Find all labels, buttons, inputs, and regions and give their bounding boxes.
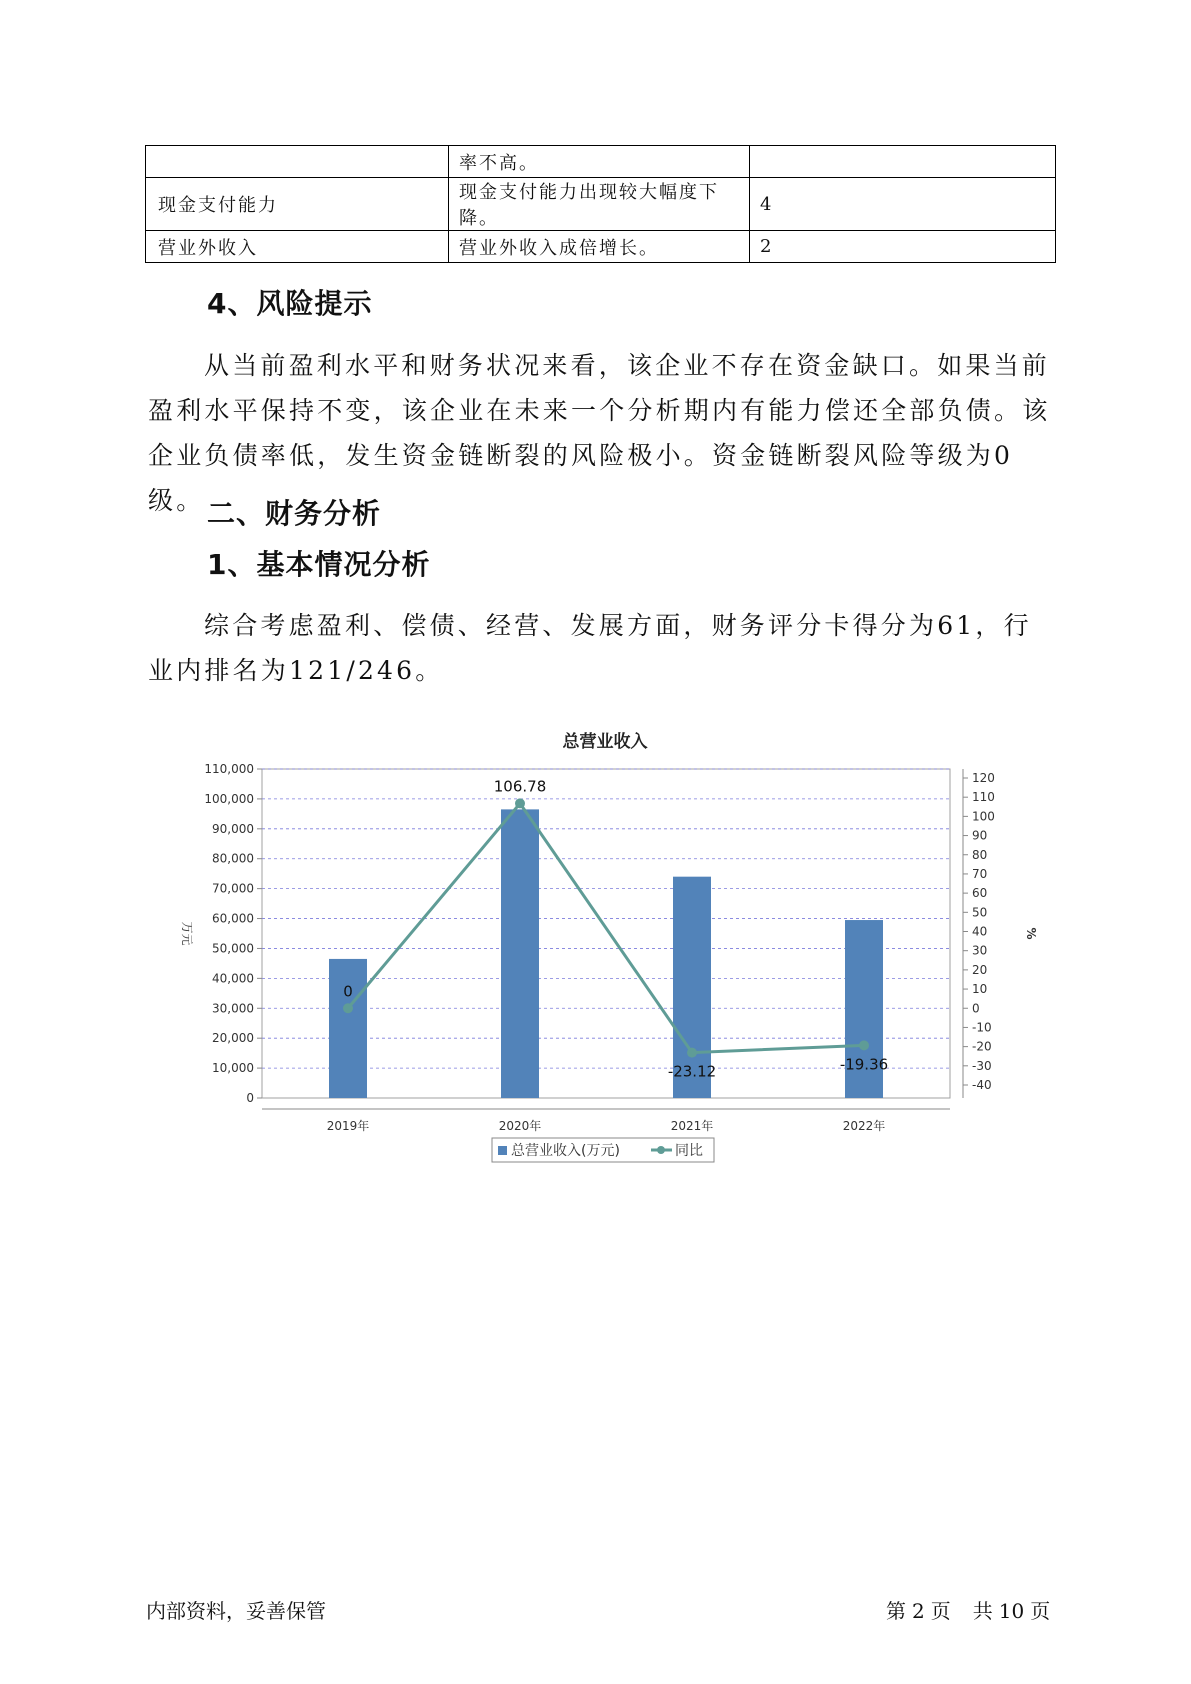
yoy-point — [859, 1040, 869, 1050]
yoy-line — [348, 803, 864, 1052]
y2-tick-label: 0 — [972, 1001, 980, 1016]
y-tick-label: 20,000 — [212, 1031, 254, 1046]
yoy-point — [515, 798, 525, 808]
y-tick-label: 90,000 — [212, 821, 254, 836]
data-label: -23.12 — [667, 1062, 717, 1081]
data-label: -19.36 — [839, 1055, 889, 1074]
footer-page-unit: 页 — [930, 1599, 951, 1623]
table-cell — [750, 146, 1056, 178]
footer-total-pages: 10 — [998, 1599, 1025, 1623]
revenue-chart — [175, 715, 1038, 1175]
table-cell: 现金支付能力 — [146, 178, 449, 231]
y2-tick-label: 30 — [972, 943, 988, 958]
table-cell: 率不高。 — [449, 146, 750, 178]
table-cell: 现金支付能力出现较大幅度下降。 — [449, 178, 750, 231]
y-tick-label: 50,000 — [212, 941, 254, 956]
footer-total-label: 共 — [972, 1599, 993, 1623]
y2-tick-label: -30 — [972, 1058, 992, 1073]
y2-tick-label: 70 — [972, 866, 988, 881]
bar — [329, 959, 367, 1098]
basic-heading: 1、基本情况分析 — [207, 548, 431, 581]
basic-paragraph: 综合考虑盈利、偿债、经营、发展方面，财务评分卡得分为61，行业内排名为121/246。 — [148, 611, 1032, 685]
y2-axis-title: % — [1024, 927, 1038, 940]
data-label: 106.78 — [493, 777, 547, 796]
footer-total-unit: 页 — [1030, 1599, 1051, 1623]
table-row — [146, 231, 1056, 263]
y-axis-title: 万元 — [180, 921, 194, 946]
legend-bar-label: 总营业收入(万元) — [511, 1143, 620, 1159]
y2-tick-label: -20 — [972, 1039, 992, 1054]
chart-title: 总营业收入 — [562, 732, 648, 752]
y-tick-label: 60,000 — [212, 911, 254, 926]
table-row — [146, 146, 1056, 178]
y-tick-label: 100,000 — [204, 791, 254, 806]
yoy-point — [687, 1048, 697, 1058]
finance-heading: 二、财务分析 — [207, 497, 382, 530]
footer-page-number: 2 — [912, 1599, 925, 1623]
table-row — [146, 178, 1056, 231]
y2-tick-label: 120 — [972, 771, 995, 785]
y2-tick-label: 60 — [972, 886, 988, 901]
yoy-point — [343, 1003, 353, 1013]
y2-tick-label: 100 — [972, 809, 995, 824]
bar — [501, 809, 539, 1098]
y2-tick-label: 110 — [972, 790, 995, 805]
footer-confidential: 内部资料，妥善保管 — [146, 1599, 326, 1623]
y-tick-label: 30,000 — [212, 1001, 254, 1016]
footer-page-info — [886, 1595, 1056, 1624]
y-tick-label: 110,000 — [204, 762, 254, 776]
table-cell: 2 — [750, 231, 1056, 263]
y2-tick-label: -10 — [972, 1020, 992, 1035]
table-cell: 营业外收入 — [146, 231, 449, 263]
footer-page-label: 第 — [886, 1599, 906, 1623]
y2-tick-label: 40 — [972, 924, 988, 939]
x-tick-label: 2020年 — [498, 1119, 542, 1133]
data-label: 0 — [343, 982, 353, 1001]
y2-tick-label: 20 — [972, 962, 988, 977]
y2-tick-label: 10 — [972, 982, 988, 997]
y2-tick-label: 50 — [972, 905, 988, 920]
y2-tick-label: 90 — [972, 828, 988, 843]
legend-line-label: 同比 — [675, 1143, 703, 1159]
legend-bar-swatch — [498, 1146, 507, 1155]
table-cell — [146, 146, 449, 178]
table-cell: 4 — [750, 178, 1056, 231]
y-tick-label: 10,000 — [212, 1061, 254, 1076]
x-tick-label: 2021年 — [670, 1119, 714, 1133]
x-tick-label: 2019年 — [326, 1119, 370, 1133]
y-tick-label: 0 — [246, 1091, 254, 1105]
x-tick-label: 2022年 — [842, 1119, 886, 1133]
y-tick-label: 80,000 — [212, 851, 254, 866]
y2-tick-label: -40 — [972, 1078, 992, 1092]
y-tick-label: 70,000 — [212, 881, 254, 896]
table-cell: 营业外收入成倍增长。 — [449, 231, 750, 263]
risk-paragraph: 从当前盈利水平和财务状况来看，该企业不存在资金缺口。如果当前盈利水平保持不变，该企业在未来一个分析期内有能力偿还全部负债。该企业负债率低，发生资金链断裂的风险极小。资金链断裂风险等级为0级。 — [148, 351, 1051, 515]
y2-tick-label: 80 — [972, 847, 988, 862]
y-tick-label: 40,000 — [212, 971, 254, 986]
chart-svg — [175, 715, 1038, 1175]
legend-line-marker — [657, 1146, 665, 1154]
risk-heading: 4、风险提示 — [207, 287, 373, 320]
risk-table — [145, 145, 1056, 263]
